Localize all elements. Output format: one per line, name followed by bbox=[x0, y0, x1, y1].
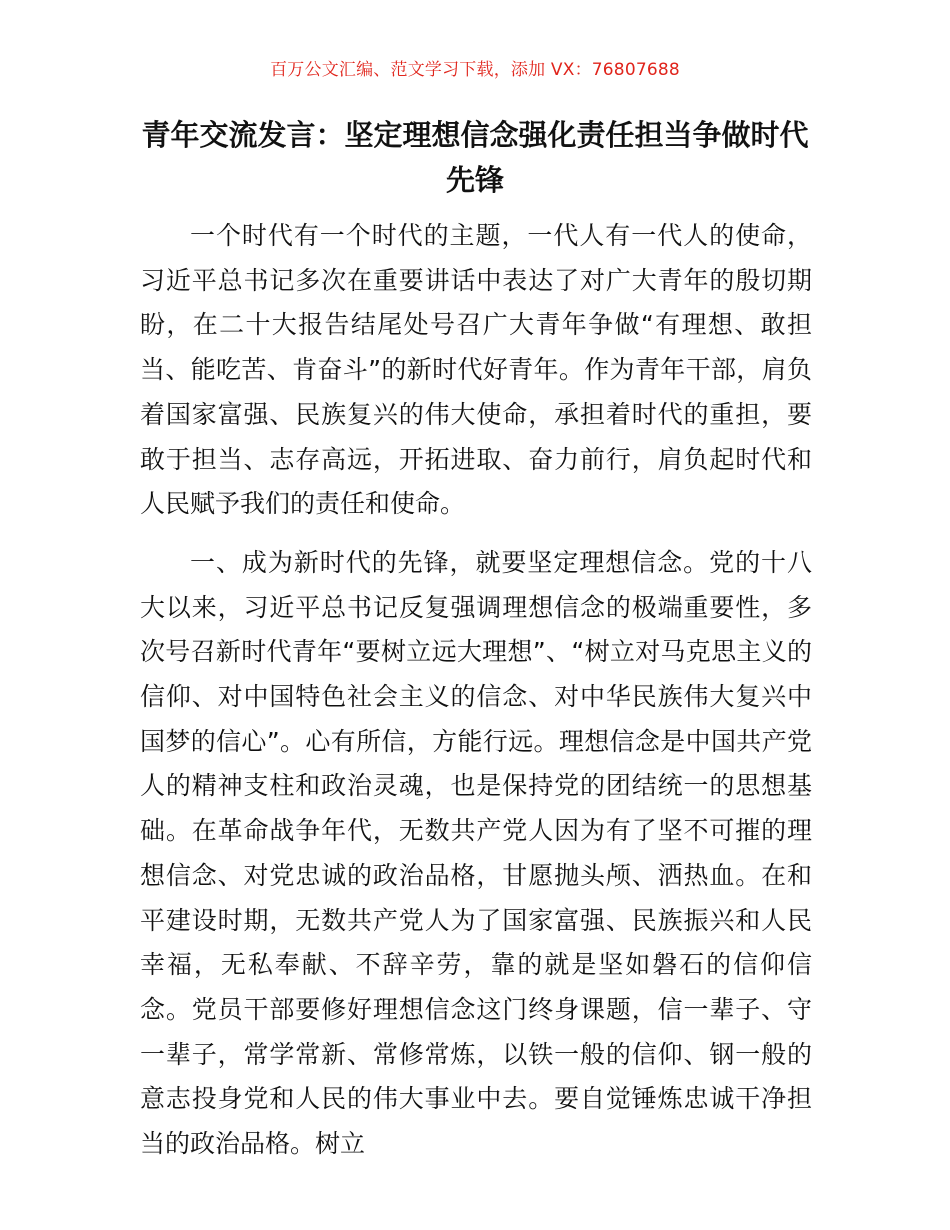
paragraph-section-one: 一、成为新时代的先锋，就要坚定理想信念。党的十八大以来，习近平总书记反复强调理想信念的极端重要性，多次号召新时代青年“要树立远大理想”、“树立对马克思主义的信仰、对中国特色社会主义的信念、对中华民族伟大复兴中国梦的信心”。心有所信，方能行远。理想信念是中国共产党人的精神支柱和政治灵魂，也是保持党的团结统一的思想基础。在革命战争年代，无数共产党人因为有了坚不可摧的理想信念、对党忠诚的政治品格，甘愿抛头颅、洒热血。在和平建设时期，无数共产党人为了国家富强、民族振兴和人民幸福，无私奉献、不辞辛劳，靠的就是坚如磐石的信仰信念。党员干部要修好理想信念这门终身课题，信一辈子、守一辈子，常学常新、常修常炼，以铁一般的信仰、钢一般的意志投身党和人民的伟大事业中去。要自觉锤炼忠诚干净担当的政治品格。树立 bbox=[140, 547, 812, 1159]
watermark-banner: 百万公文汇编、范文学习下载，添加 VX：76807688 bbox=[270, 60, 680, 80]
document-body bbox=[140, 214, 812, 1167]
document-title: 青年交流发言：坚定理想信念强化责任担当争做时代先锋 bbox=[141, 118, 809, 197]
paragraph-intro: 一个时代有一个时代的主题，一代人有一代人的使命，习近平总书记多次在重要讲话中表达了对广大青年的殷切期盼，在二十大报告结尾处号召广大青年争做“有理想、敢担当、能吃苦、肯奋斗”的新时代好青年。作为青年干部，肩负着国家富强、民族复兴的伟大使命，承担着时代的重担，要敢于担当、志存高远，开拓进取、奋力前行，肩负起时代和人民赋予我们的责任和使命。 bbox=[140, 221, 812, 519]
